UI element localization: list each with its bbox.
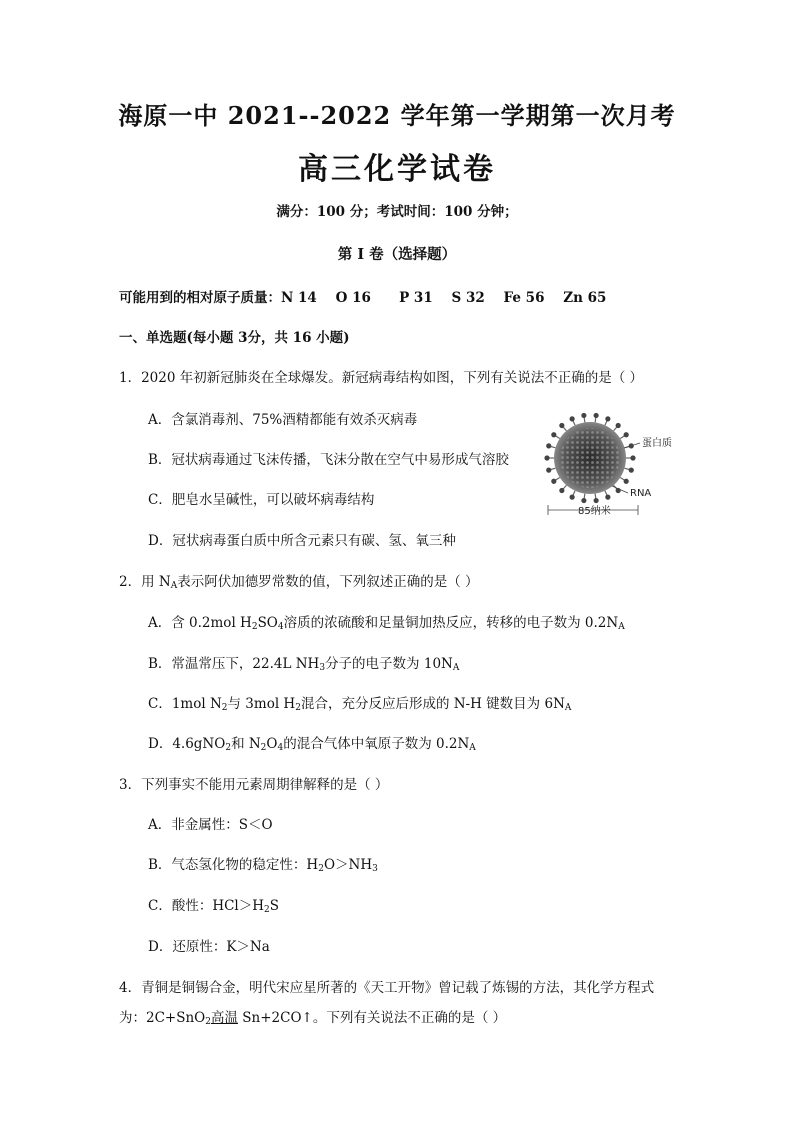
question-2-option-c: C．1mol $N_2$与 3mol $H_2$混合，充分反应后形成的 N-H 键数目为 $6N_A$ xyxy=(148,696,572,713)
section-heading: 一、单选题(每小题 3分，共 16 小题) xyxy=(119,330,350,346)
question-2-option-a: A．含 0.2mol $H_2SO_4$溶质的浓硫酸和足量铜加热反应，转移的电子数为 $0.2N_A$ xyxy=(148,615,625,632)
label-size: 85纳米 xyxy=(578,506,611,517)
exam-meta: 满分：100 分；考试时间：100 分钟； xyxy=(276,204,518,220)
spike-head xyxy=(546,468,551,473)
spike-head xyxy=(624,432,629,437)
spike-head xyxy=(616,423,621,428)
label-rna: RNA xyxy=(630,488,652,499)
question-3-option-a: A．非金属性：S＜O xyxy=(148,817,273,833)
reaction-condition: 高温 xyxy=(210,1010,238,1026)
question-1-option-c: C．肥皂水呈碱性，可以破坏病毒结构 xyxy=(148,492,375,508)
question-4-stem-line2: 为：2C+SnO$_2$高温 Sn+2CO↑。下列有关说法不正确的是（ ） xyxy=(119,1010,507,1027)
spike-head xyxy=(544,455,549,460)
spike-head xyxy=(624,479,629,484)
spike-head xyxy=(629,468,634,473)
spike-head xyxy=(581,498,586,503)
exam-subtitle: 高三化学试卷 xyxy=(298,152,496,187)
question-1-option-a: A．含氯消毒剂、75%酒精都能有效杀灭病毒 xyxy=(148,412,418,428)
label-protein: 蛋白质 xyxy=(642,438,672,449)
question-1-option-d: D．冠状病毒蛋白质中所含元素只有碳、氢、氧三种 xyxy=(148,533,456,549)
spike-head xyxy=(605,495,610,500)
question-3-option-b: B．气态氢化物的稳定性：$H_2O>NH_3$ xyxy=(148,857,378,874)
spike-head xyxy=(559,488,564,493)
spike-head xyxy=(551,479,556,484)
question-1-option-b: B．冠状病毒通过飞沫传播，飞沫分散在空气中易形成气溶胶 xyxy=(148,452,509,468)
virus-structure-figure xyxy=(540,410,690,522)
question-1-stem: 1．2020 年初新冠肺炎在全球爆发。新冠病毒结构如图，下列有关说法不正确的是（ ） xyxy=(119,370,644,386)
spike-head xyxy=(546,443,551,448)
spike-head xyxy=(605,416,610,421)
question-2-stem: 2．用 $N_A$表示阿伏加德罗常数的值，下列叙述正确的是（ ） xyxy=(119,574,479,591)
spike-head xyxy=(551,432,556,437)
spike-head xyxy=(570,495,575,500)
spike-head xyxy=(581,413,586,418)
spike-head xyxy=(630,455,635,460)
spike-head xyxy=(594,498,599,503)
spike-head xyxy=(559,423,564,428)
question-3-option-c: C．酸性：$HCl>H_2S$ xyxy=(148,898,280,915)
spike-head xyxy=(594,413,599,418)
spike-head xyxy=(570,416,575,421)
question-3-stem: 3．下列事实不能用元素周期律解释的是（ ） xyxy=(119,777,389,793)
question-2-option-b: B．常温常压下，22.4L $NH_3$分子的电子数为 $10N_A$ xyxy=(148,656,460,673)
question-4-stem-line1: 4．青铜是铜锡合金，明代宋应星所著的《天工开物》曾记载了炼锡的方法，其化学方程式 xyxy=(119,980,655,996)
part-title: 第 I 卷（选择题） xyxy=(337,246,457,263)
question-2-option-d: D．4.6gNO$_2$和 $N_2O_4$的混合气体中氧原子数为 $0.2N_A$ xyxy=(148,736,476,753)
question-3-option-d: D．还原性：K＞Na xyxy=(148,939,270,955)
exam-title: 海原一中 2021--2022 学年第一学期第一次月考 xyxy=(118,101,676,130)
atomic-masses: 可能用到的相对原子质量：N 14 O 16 P 31 S 32 Fe 56 Zn 65 xyxy=(119,290,607,306)
